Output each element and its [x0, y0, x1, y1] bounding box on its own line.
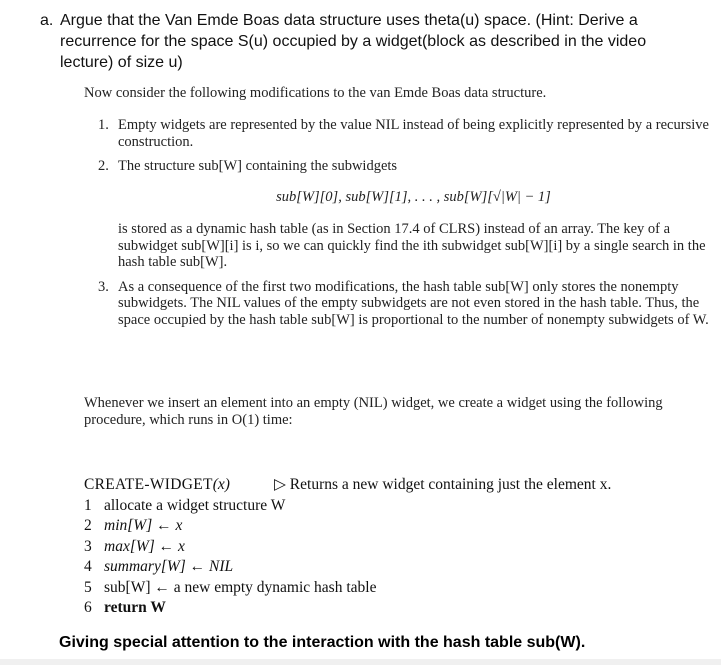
- algorithm-name: CREATE-WIDGET: [84, 476, 213, 493]
- line-code: summary[W] ← NIL: [104, 558, 234, 575]
- question-label: a.: [40, 12, 54, 29]
- modifications-list: [84, 117, 709, 336]
- subwidget-equation: sub[W][0], sub[W][1], . . . , sub[W][√|W| − 1]: [276, 188, 551, 205]
- code-line: [84, 496, 376, 517]
- question-text: Argue that the Van Emde Boas data structure uses theta(u) space. (Hint: Derive a recurrence for the space S(u) occupied by a widget(block as described in the video lecture) of size u): [60, 12, 647, 71]
- item-number: 1.: [98, 117, 109, 133]
- code-line: [84, 516, 376, 537]
- line-number: 5: [84, 578, 92, 596]
- line-number: 1: [84, 496, 92, 514]
- item-text: As a consequence of the first two modifications, the hash table sub[W] only stores the nonempty subwidgets. The NIL values of the empty subwidgets are not even stored in the hash table. Thus, the space occupied by the hash table sub[W] is proportional to the number of nonempty subwidgets of W.: [118, 278, 709, 328]
- line-code: max[W] ← x: [104, 537, 185, 555]
- algorithm-header: [84, 475, 612, 496]
- item-text: Empty widgets are represented by the value NIL instead of being explicitly represented by a recursive construction.: [118, 117, 709, 150]
- insert-paragraph: Whenever we insert an element into an empty (NIL) widget, we create a widget using the following procedure, which runs in O(1) time:: [84, 395, 663, 428]
- list-item: [84, 158, 709, 271]
- line-number: 6: [84, 599, 92, 616]
- line-code: return W: [104, 599, 166, 616]
- code-line: [84, 557, 376, 578]
- line-code: sub[W] ← a new empty dynamic hash table: [104, 578, 377, 596]
- question-a: [40, 10, 680, 73]
- line-number: 3: [84, 537, 92, 555]
- item-text-before: The structure sub[W] containing the subwidgets: [118, 158, 398, 174]
- list-item: [84, 117, 709, 150]
- bottom-divider: [0, 659, 721, 665]
- code-line: [84, 578, 376, 599]
- algorithm-param: (x): [212, 476, 230, 493]
- line-code: min[W] ← x: [104, 517, 183, 534]
- line-code: allocate a widget structure W: [104, 496, 286, 514]
- line-number: 4: [84, 558, 92, 575]
- algorithm-comment: ▷ Returns a new widget containing just the element x.: [274, 476, 612, 493]
- code-line: [84, 537, 376, 558]
- code-line: [84, 598, 376, 619]
- intro-text: Now consider the following modifications to the van Emde Boas data structure.: [84, 85, 547, 101]
- item-number: 3.: [98, 278, 109, 295]
- list-item: [84, 279, 709, 329]
- item-text-after: is stored as a dynamic hash table (as in Section 17.4 of CLRS) instead of an array. The key of a subwidget sub[W][i] is i, so we can quickly find the ith subwidget sub[W][i] by a single search in the hash table sub[W].: [118, 221, 706, 270]
- footer-note: Giving special attention to the interaction with the hash table sub(W).: [59, 634, 586, 651]
- item-number: 2.: [98, 158, 109, 174]
- create-widget-algorithm: [84, 475, 612, 619]
- line-number: 2: [84, 517, 92, 534]
